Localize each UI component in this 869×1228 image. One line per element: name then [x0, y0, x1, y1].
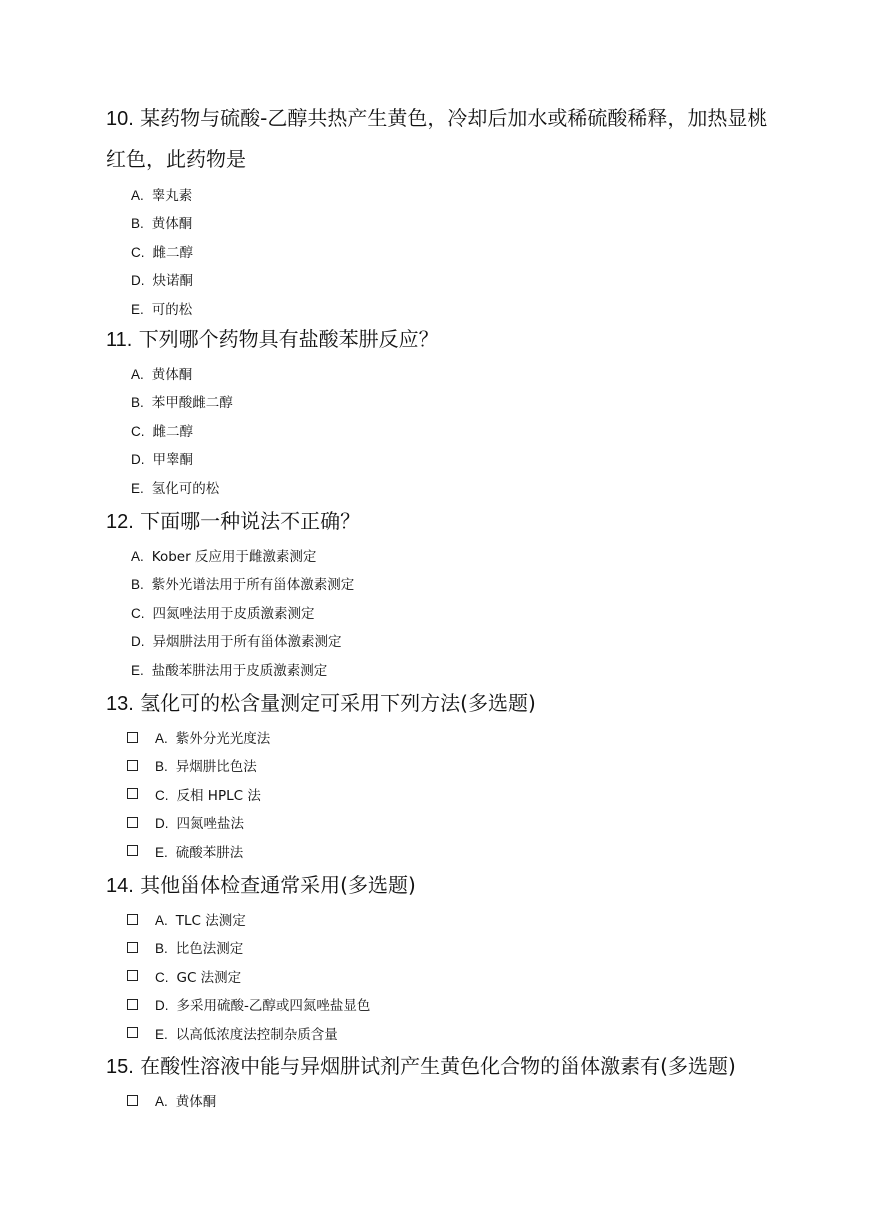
option-letter: C. [155, 969, 169, 985]
option-text: 四氮唑法用于皮质激素测定 [152, 605, 315, 622]
option-text: 异烟肼法用于所有甾体激素测定 [152, 634, 342, 651]
option-text: 雌二醇 [152, 244, 193, 261]
option-b [0, 571, 869, 599]
question-number: 12. [106, 511, 134, 533]
option-letter: E. [155, 1026, 168, 1042]
question-title [0, 865, 869, 906]
question-title [0, 98, 869, 179]
option-text: 睾丸素 [151, 188, 193, 204]
option-letter: B. [131, 395, 144, 411]
option-letter: A. [131, 188, 144, 203]
option-letter: D. [155, 998, 169, 1014]
checkbox[interactable] [127, 788, 138, 799]
checkbox[interactable] [127, 942, 138, 953]
option-a [0, 1088, 869, 1116]
option-d [0, 810, 869, 838]
option-c [0, 964, 869, 992]
option-letter: E. [155, 844, 168, 860]
question-11 [0, 319, 869, 503]
question-text: 其他甾体检查通常采用(多选题) [140, 873, 416, 897]
question-number: 15. [106, 1056, 134, 1078]
option-letter: B. [155, 941, 168, 957]
option-a [0, 182, 869, 210]
question-text: 氢化可的松含量测定可采用下列方法(多选题) [140, 691, 536, 715]
question-text: 在酸性溶液中能与异烟肼试剂产生黄色化合物的甾体激素有(多选题) [140, 1054, 736, 1078]
option-text: 以高低浓度法控制杂质含量 [175, 1026, 338, 1043]
checkbox[interactable] [127, 845, 138, 856]
question-14 [0, 865, 869, 1049]
option-letter: D. [131, 452, 145, 468]
checkbox[interactable] [127, 1095, 138, 1106]
option-text: 苯甲酸雌二醇 [151, 395, 233, 412]
option-letter: B. [131, 577, 144, 593]
option-letter: D. [131, 634, 145, 650]
option-a [0, 907, 869, 935]
question-text: 下面哪一种说法不正确？ [140, 509, 361, 533]
option-text: TLC 法测定 [175, 913, 246, 929]
option-list [0, 543, 869, 685]
checkbox[interactable] [127, 999, 138, 1010]
question-13 [0, 683, 869, 867]
option-list [0, 361, 869, 503]
option-text: 雌二醇 [152, 423, 193, 440]
checkbox[interactable] [127, 970, 138, 981]
question-title [0, 501, 869, 542]
question-number: 14. [106, 875, 134, 897]
option-d [0, 446, 869, 474]
option-b [0, 753, 869, 781]
option-letter: E. [131, 301, 144, 317]
option-letter: D. [131, 273, 145, 289]
question-10 [0, 98, 869, 324]
checkbox[interactable] [127, 760, 138, 771]
option-d [0, 628, 869, 656]
option-d [0, 267, 869, 295]
question-number: 13. [106, 693, 134, 715]
option-letter: D. [155, 816, 169, 832]
option-list [0, 182, 869, 324]
option-text: 紫外分光光度法 [175, 731, 271, 747]
option-letter: A. [155, 913, 168, 928]
option-text: 四氮唑盐法 [176, 816, 244, 833]
option-e [0, 839, 869, 867]
question-text: 下列哪个药物具有盐酸苯肼反应？ [138, 327, 439, 351]
option-text: 黄体酮 [151, 367, 193, 383]
option-letter: E. [131, 480, 144, 496]
option-c [0, 418, 869, 446]
option-letter: A. [155, 1094, 168, 1109]
option-list [0, 1088, 869, 1116]
option-text: GC 法测定 [176, 969, 242, 986]
option-text: 盐酸苯肼法用于皮质激素测定 [151, 662, 328, 679]
option-text: 黄体酮 [151, 216, 193, 233]
option-letter: C. [131, 605, 145, 621]
option-e [0, 475, 869, 503]
option-text: 可的松 [151, 301, 193, 318]
option-text: Kober 反应用于雌激素测定 [151, 549, 317, 565]
option-text: 多采用硫酸-乙醇或四氮唑盐显色 [176, 998, 371, 1015]
option-c [0, 239, 869, 267]
option-letter: E. [131, 662, 144, 678]
question-number: 10. [106, 108, 134, 130]
option-text: 反相 HPLC 法 [176, 787, 261, 804]
option-a [0, 543, 869, 571]
option-letter: B. [131, 216, 144, 232]
checkbox[interactable] [127, 914, 138, 925]
option-d [0, 992, 869, 1020]
option-text: 异烟肼比色法 [175, 759, 257, 776]
option-text: 氢化可的松 [151, 480, 220, 497]
option-text: 甲睾酮 [152, 452, 193, 469]
option-b [0, 389, 869, 417]
checkbox[interactable] [127, 732, 138, 743]
option-b [0, 210, 869, 238]
option-b [0, 935, 869, 963]
option-list [0, 725, 869, 867]
option-letter: B. [155, 759, 168, 775]
option-list [0, 907, 869, 1049]
option-letter: C. [131, 423, 145, 439]
option-a [0, 361, 869, 389]
option-e [0, 657, 869, 685]
option-text: 紫外光谱法用于所有甾体激素测定 [151, 577, 355, 594]
option-letter: C. [155, 787, 169, 803]
question-12 [0, 501, 869, 685]
question-number: 11. [106, 329, 133, 351]
option-c [0, 600, 869, 628]
question-15 [0, 1046, 869, 1116]
option-text: 炔诺酮 [152, 273, 193, 290]
checkbox[interactable] [127, 1027, 138, 1038]
option-text: 黄体酮 [175, 1094, 217, 1110]
option-letter: A. [155, 731, 168, 746]
option-a [0, 725, 869, 753]
option-e [0, 1021, 869, 1049]
question-title [0, 683, 869, 724]
question-text: 某药物与硫酸-乙醇共热产生黄色，冷却后加水或稀硫酸稀释，加热显桃红色，此药物是 [106, 106, 768, 171]
option-letter: A. [131, 367, 144, 382]
question-title [0, 1046, 869, 1087]
question-title [0, 319, 869, 360]
option-letter: A. [131, 549, 144, 564]
option-c [0, 782, 869, 810]
option-letter: C. [131, 244, 145, 260]
option-text: 比色法测定 [175, 941, 244, 958]
checkbox[interactable] [127, 817, 138, 828]
option-text: 硫酸苯肼法 [175, 844, 244, 861]
